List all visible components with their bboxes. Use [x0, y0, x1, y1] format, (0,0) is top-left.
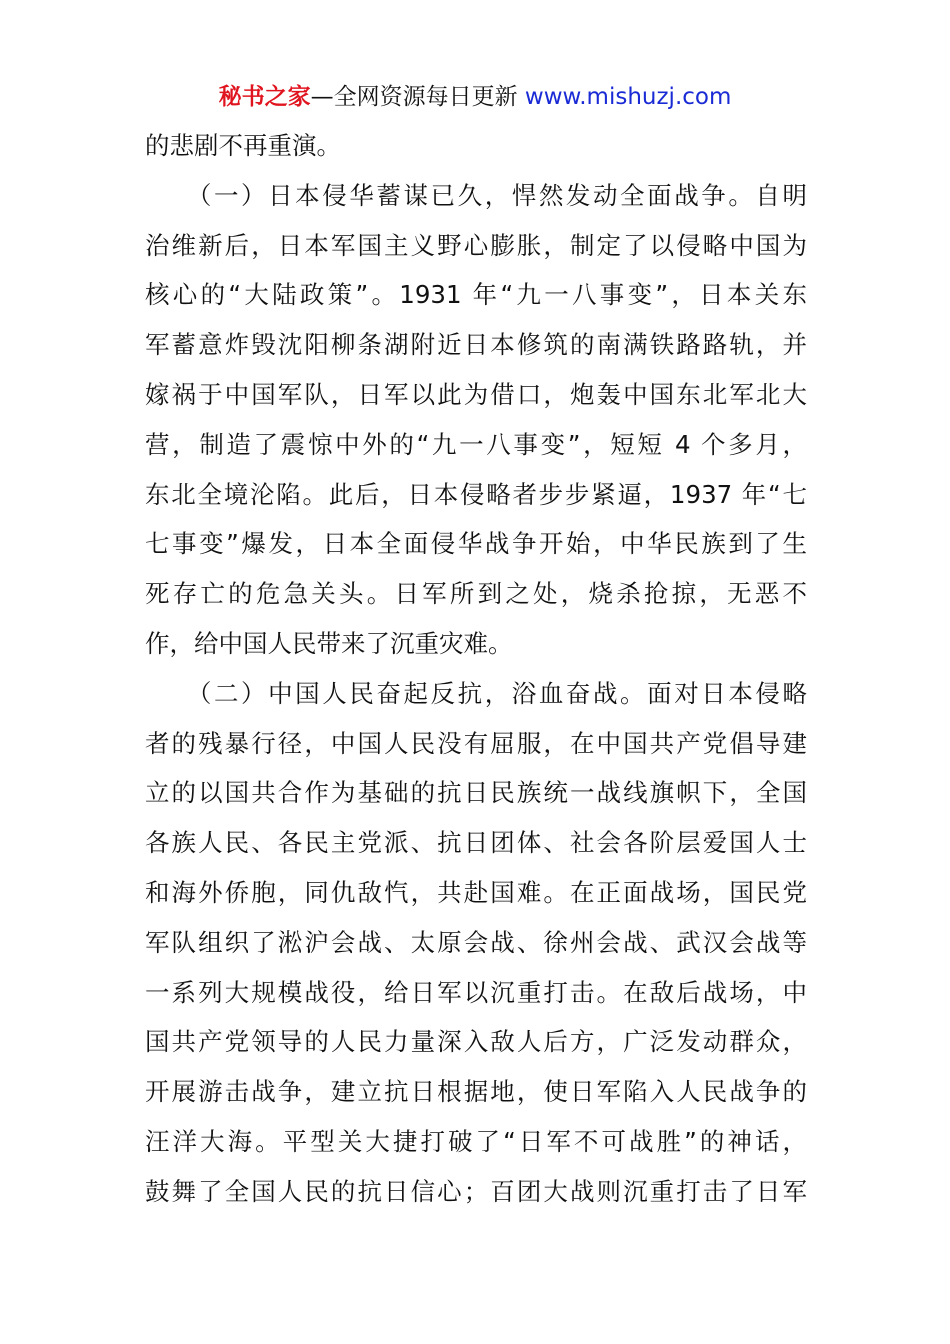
- page-header: [0, 82, 950, 112]
- website-link[interactable]: www.mishuzj.com: [524, 84, 732, 110]
- text-line: 核心的“大陆政策”。1931 年“九一八事变”，日本关东: [145, 280, 807, 310]
- text-line: 者的残暴行径，中国人民没有屈服，在中国共产党倡导建: [145, 728, 807, 758]
- text-line: （一）日本侵华蓄谋已久，悍然发动全面战争。自明: [145, 180, 807, 210]
- text-line: 死存亡的危急关头。日军所到之处，烧杀抢掠，无恶不: [145, 579, 807, 609]
- text-line: 作，给中国人民带来了沉重灾难。: [145, 628, 513, 658]
- text-line: 营，制造了震惊中外的“九一八事变”，短短 4 个多月，: [145, 429, 807, 459]
- text-line: 各族人民、各民主党派、抗日团体、社会各阶层爱国人士: [145, 828, 807, 858]
- text-line: 开展游击战争，建立抗日根据地，使日军陷入人民战争的: [145, 1077, 807, 1107]
- text-line: 的悲剧不再重演。: [145, 131, 341, 160]
- text-line: （二）中国人民奋起反抗，浴血奋战。面对日本侵略: [145, 678, 807, 708]
- text-line: 军队组织了淞沪会战、太原会战、徐州会战、武汉会战等: [145, 927, 807, 957]
- text-line: 和海外侨胞，同仇敌忾，共赴国难。在正面战场，国民党: [145, 877, 807, 907]
- text-line: 七事变”爆发，日本全面侵华战争开始，中华民族到了生: [145, 529, 807, 559]
- text-line: 军蓄意炸毁沈阳柳条湖附近日本修筑的南满铁路路轨，并: [145, 330, 807, 360]
- text-line: 国共产党领导的人民力量深入敌人后方，广泛发动群众，: [145, 1027, 807, 1057]
- text-line: 东北全境沦陷。此后，日本侵略者步步紧逼，1937 年“七: [145, 479, 807, 509]
- text-line: 治维新后，日本军国主义野心膨胀，制定了以侵略中国为: [145, 230, 807, 260]
- text-line: 汪洋大海。平型关大捷打破了“日军不可战胜”的神话，: [145, 1126, 807, 1156]
- text-line: 鼓舞了全国人民的抗日信心；百团大战则沉重打击了日军: [145, 1176, 807, 1206]
- document-body: [145, 121, 807, 1217]
- text-line: 一系列大规模战役，给日军以沉重打击。在敌后战场，中: [145, 977, 807, 1007]
- text-line: 嫁祸于中国军队，日军以此为借口，炮轰中国东北军北大: [145, 379, 807, 409]
- brand-name: 秘书之家: [218, 84, 311, 110]
- header-tagline: —全网资源每日更新: [310, 84, 525, 110]
- text-line: 立的以国共合作为基础的抗日民族统一战线旗帜下，全国: [145, 778, 807, 808]
